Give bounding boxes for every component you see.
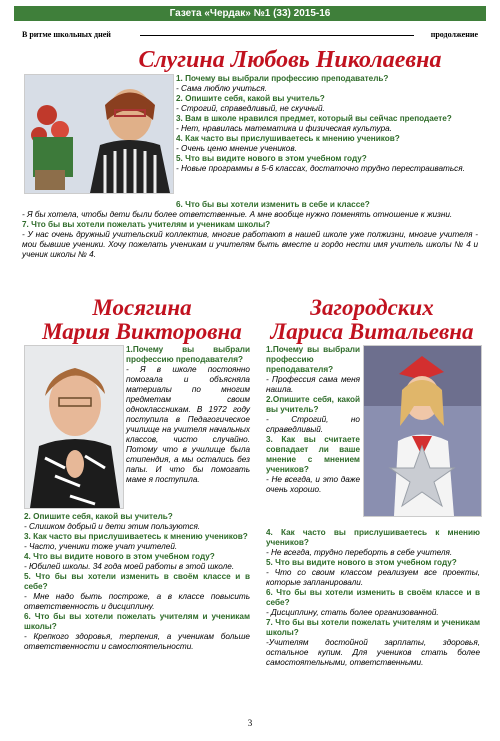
teacher2-name (22, 296, 262, 344)
t1-q7: 7. Что бы вы хотели пожелать учителям и ученикам школы? (22, 220, 271, 229)
t2-a5: - Мне надо быть построже, а в классе повысить ответственность и дисциплину. (24, 592, 250, 611)
teacher1-photo (24, 74, 174, 194)
t1-q2: 2. Опишите себя, какой вы учитель? (176, 94, 325, 103)
teacher2-photo (24, 345, 124, 509)
teacher2-photo-illustration (25, 346, 123, 508)
t2-a2: - Слишком добрый и дети этим пользуются. (24, 522, 201, 531)
masthead-bar (14, 6, 486, 21)
t3-a1: - Профессия сама меня нашла. (266, 375, 360, 394)
teacher1-qa-top (176, 74, 478, 174)
teacher1-qa-bottom (22, 200, 478, 260)
t3-a4: - Не всегда, трудно переборть в себе учителя. (266, 548, 453, 557)
t1-q5: 5. Что вы видите нового в этом учебном году? (176, 154, 367, 163)
page-number: 3 (247, 718, 253, 728)
t2-a6: - Крепкого здоровья, терпения, а ученикам больше ответственности и самостоятельности. (24, 632, 250, 651)
teacher3-surname: Загородских (310, 295, 434, 320)
t3-a7: -Учителям достойной зарплаты, здоровья, остальное купим. Для учеников стать более самостоятельными, ответственными. (266, 638, 480, 667)
t2-a3: - Часто, ученики тоже учат учителей. (24, 542, 178, 551)
teacher2-qa-bottom (24, 512, 250, 652)
t2-q5: 5. Что бы вы хотели изменить в своём классе и в себе? (24, 572, 250, 591)
teacher3-photo (363, 345, 482, 517)
t3-a2: - Строгий, но справедливый. (266, 415, 360, 434)
t3-q5: 5. Что вы видите нового в этом учебном году? (266, 558, 457, 567)
t2-q3: 3. Как часто вы прислушиваетесь к мнению учеников? (24, 532, 248, 541)
t1-q3: 3. Вам в школе нравился предмет, который вы сейчас преподаете? (176, 114, 452, 123)
teacher2-qa-side (126, 345, 250, 485)
t2-q1: 1.Почему вы выбрали профессию преподавателя? (126, 345, 250, 364)
t1-q1: 1. Почему вы выбрали профессию преподаватель? (176, 74, 389, 83)
teacher1-name: Слугина Любовь Николаевна (138, 47, 442, 73)
t3-q2: 2.Опишите себя, какой вы учитель? (266, 395, 360, 414)
masthead-text: Газета «Чердак» №1 (33) 2015-16 (169, 8, 331, 19)
teacher3-given-names: Лариса Витальевна (270, 319, 474, 345)
t2-q6: 6. Что бы вы хотели пожелать учителям и ученикам школы? (24, 612, 250, 631)
t3-a6: - Дисциплину, стать более организованной. (266, 608, 439, 617)
teacher1-photo-illustration (25, 75, 173, 193)
t2-q2: 2. Опишите себя, какой вы учитель? (24, 512, 173, 521)
section-title: В ритме школьных дней (22, 30, 111, 39)
t3-q3: 3. Как вы считаете совпадает ли ваше мнение с мнением учеников? (266, 435, 360, 474)
teacher2-surname: Мосягина (92, 295, 192, 320)
teacher3-qa-bottom (266, 528, 480, 668)
teacher3-qa-side (266, 345, 360, 495)
t1-a6: - Я бы хотела, чтобы дети были более ответственные. А мне вообще нужно поменять отношение к жизни. (22, 210, 453, 219)
t2-a4: - Юбилей школы. 34 года моей работы в этой школе. (24, 562, 235, 571)
t1-a3: - Нет, нравилась математика и физическая культура. (176, 124, 392, 133)
t1-q4: 4. Как часто вы прислушиваетесь к мнению учеников? (176, 134, 400, 143)
t1-a4: - Очень ценю мнение учеников. (176, 144, 297, 153)
t3-a3: - Не всегда, и это даже очень хорошо. (266, 475, 360, 494)
t3-q1: 1.Почему вы выбрали профессию преподавателя? (266, 345, 360, 374)
section-continued: продолжение (430, 30, 478, 39)
t2-a1: - Я в школе постоянно помогала и объясняла материалы по многим предметам своим одноклассникам. В 1972 году поступила в Педагогическое училище на учителя начальных классов, чисто случайно. Потому что в училище была стипендия, а мы остались без папы. И что бы помогать маме я поступила. (126, 365, 250, 484)
t3-q7: 7. Что бы вы хотели пожелать учителям и ученикам школы? (266, 618, 480, 637)
t1-a5: - Новые программы в 5-6 классах, достаточно трудно перестраиваться. (176, 164, 465, 173)
t1-a7: - У нас очень дружный учительский коллектив, многие работают в нашей школе уже полжизни, многие учителя - мои бывшие ученики. Хочу пожелать ученикам и учителям быть вместе и гордо нести имя учитель школы № 4 и ученик школы № 4. (22, 230, 478, 259)
t1-a2: - Строгий, справедливый, не скучный. (176, 104, 325, 113)
teacher3-name (262, 296, 482, 344)
section-divider (140, 35, 414, 36)
teacher3-photo-illustration (364, 346, 481, 516)
t1-q6: 6. Что бы вы хотели изменить в себе и классе? (176, 200, 370, 209)
t3-a5: - Что со своим классом реализуем все проекты, которые запланировали. (266, 568, 480, 587)
teacher2-given-names: Мария Викторовна (42, 319, 242, 345)
t3-q4: 4. Как часто вы прислушиваетесь к мнению учеников? (266, 528, 480, 547)
t2-q4: 4. Что вы видите нового в этом учебном году? (24, 552, 215, 561)
t1-a1: - Сама люблю учиться. (176, 84, 268, 93)
t3-q6: 6. Что бы вы хотели изменить в своём классе и в себе? (266, 588, 480, 607)
